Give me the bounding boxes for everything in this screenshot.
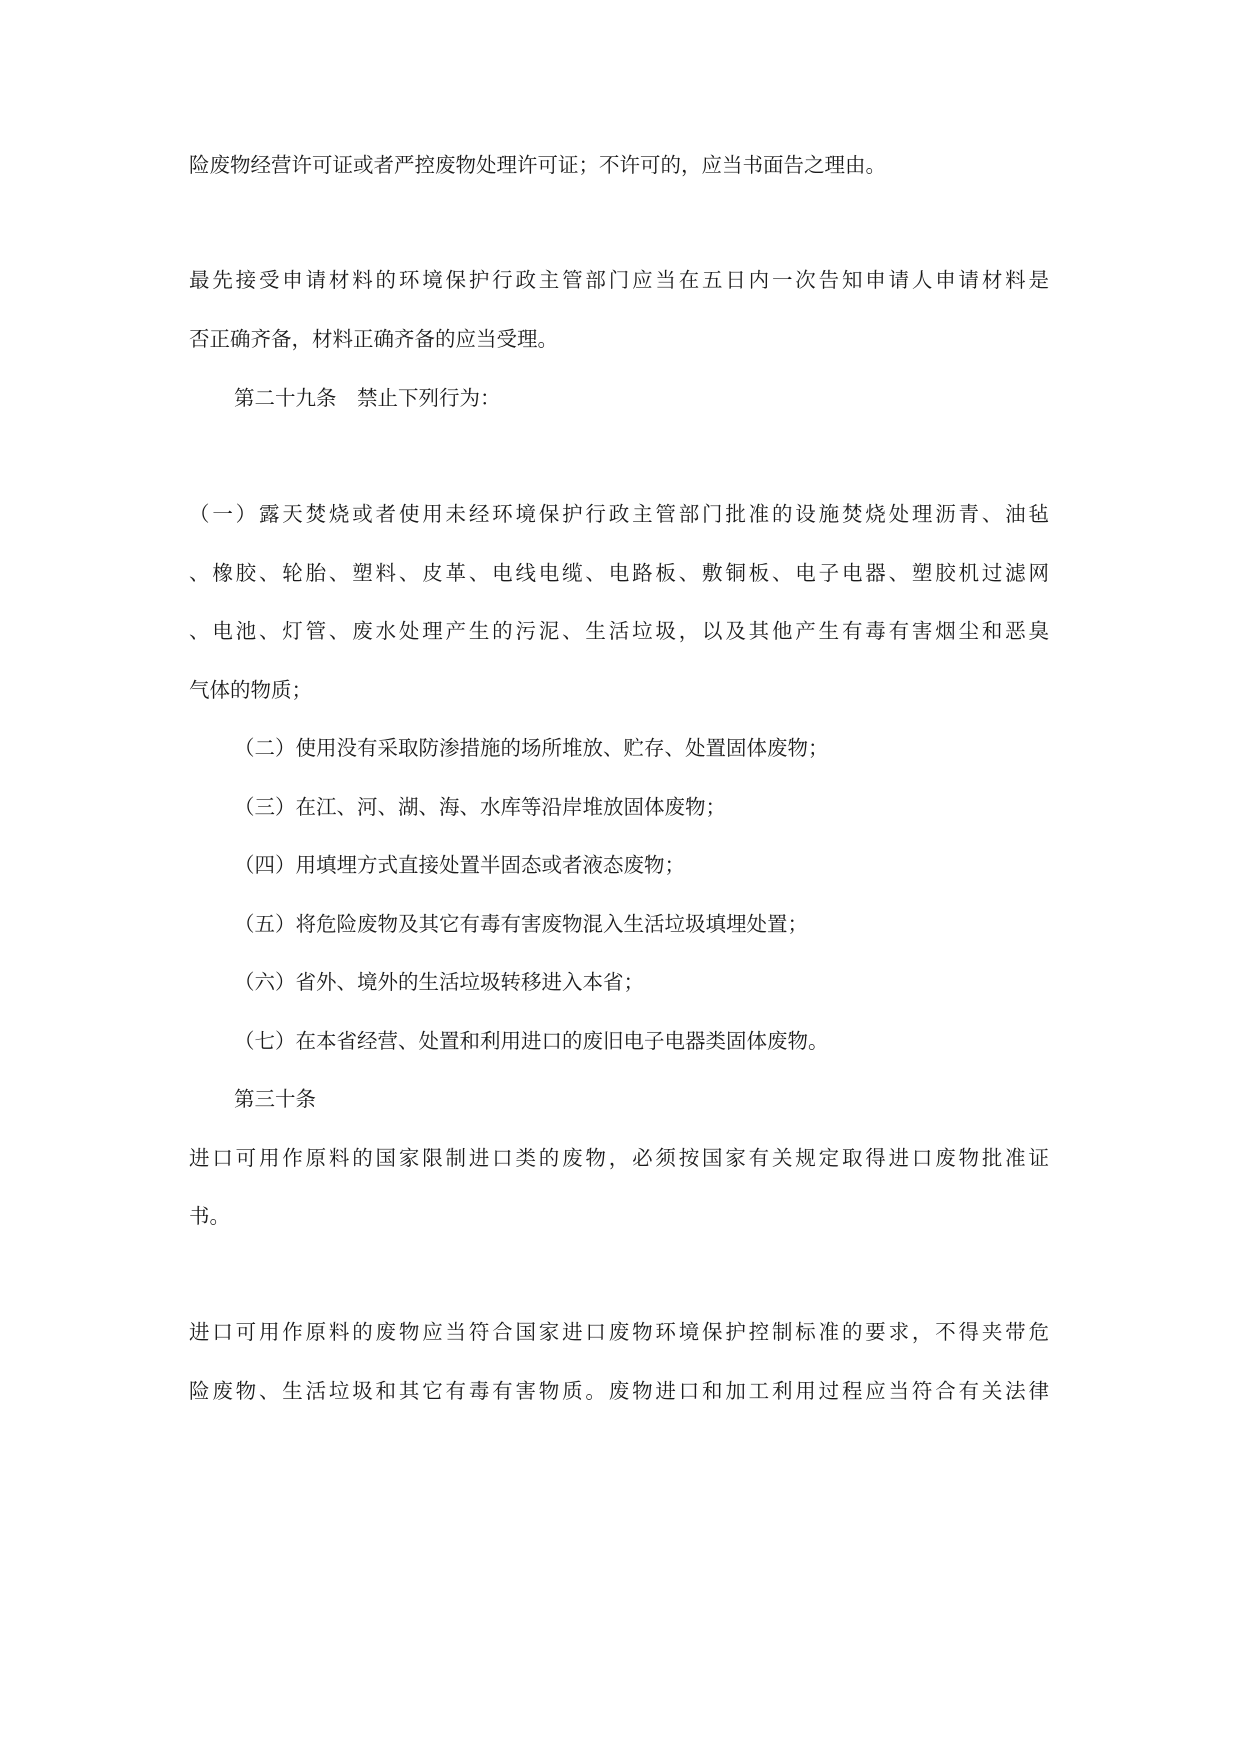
paragraph-line: 气体的物质； [189, 678, 312, 702]
paragraph-line: 书。 [189, 1204, 230, 1228]
paragraph-line: 进口可用作原料的国家限制进口类的废物，必须按国家有关规定取得进口废物批准证 [189, 1146, 1049, 1170]
paragraph-line: 、电池、灯管、废水处理产生的污泥、生活垃圾，以及其他产生有毒有害烟尘和恶臭 [189, 619, 1049, 643]
list-item: （七）在本省经营、处置和利用进口的废旧电子电器类固体废物。 [234, 1029, 829, 1053]
article-heading: 第三十条 [234, 1087, 316, 1111]
paragraph-line: 险废物、生活垃圾和其它有毒有害物质。废物进口和加工利用过程应当符合有关法律 [189, 1379, 1049, 1403]
list-item: （三）在江、河、湖、海、水库等沿岸堆放固体废物； [234, 795, 726, 819]
paragraph-line: 最先接受申请材料的环境保护行政主管部门应当在五日内一次告知申请人申请材料是 [189, 268, 1049, 292]
paragraph-line: 险废物经营许可证或者严控废物处理许可证；不许可的，应当书面告之理由。 [189, 153, 886, 177]
paragraph-line: （一）露天焚烧或者使用未经环境保护行政主管部门批准的设施焚烧处理沥青、油毡 [189, 502, 1049, 526]
list-item: （二）使用没有采取防渗措施的场所堆放、贮存、处置固体废物； [234, 736, 829, 760]
paragraph-line: 、橡胶、轮胎、塑料、皮革、电线电缆、电路板、敷铜板、电子电器、塑胶机过滤网 [189, 561, 1049, 585]
article-heading: 第二十九条 禁止下列行为： [234, 386, 501, 410]
paragraph-line: 否正确齐备，材料正确齐备的应当受理。 [189, 327, 558, 351]
paragraph-line: 进口可用作原料的废物应当符合国家进口废物环境保护控制标准的要求，不得夹带危 [189, 1320, 1049, 1344]
list-item: （四）用填埋方式直接处置半固态或者液态废物； [234, 853, 685, 877]
list-item: （五）将危险废物及其它有毒有害废物混入生活垃圾填埋处置； [234, 912, 808, 936]
list-item: （六）省外、境外的生活垃圾转移进入本省； [234, 970, 644, 994]
